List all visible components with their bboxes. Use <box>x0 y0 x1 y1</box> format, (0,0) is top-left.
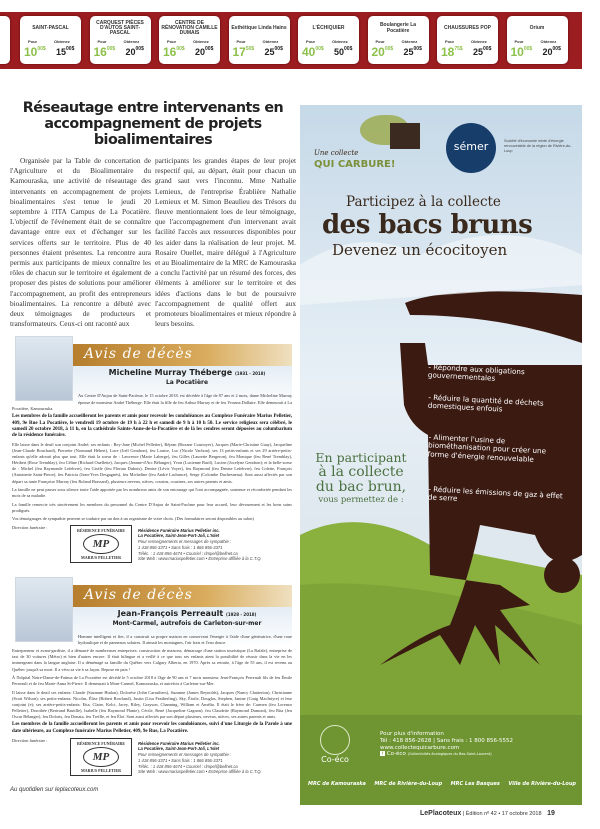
coupon: Esthétique Linda Hains Pour Obtenez $17^{50\$}$ $25^{00\$}$ <box>229 16 290 64</box>
coupon-obtenez-value: $25^{00\$}$ <box>264 46 283 57</box>
coupon: CHAUSSURES POP Pour Obtenez $18^{75\$}$ $25^{00\$}$ <box>437 16 498 64</box>
funeral-home-info: Résidence Funéraire Marius Pelletier inc. La Pocatière, Saint-Jean-Port-Joli, L'Islet Pour renseignements et messages de sympathie : 1 418 856-3371 • Sans frais : 1 866 856-3371 Téléc. : 1 418 856-4674 • Courriel : rlmpel@bellnet.ca Site Web : www.mariuspelletier.com • Entreprise affiliée à la C.T.Q. <box>138 740 262 775</box>
article-column-2 <box>155 156 296 329</box>
article-paragraph: participants les grandes étapes de leur projet respectif qui, au départ, était pour chacun un grand saut vers l'inconnu. Mme Nathalie Lemieux, de l'entreprise Érablière Nathalie Lemieux et M. Simon Beaulieu des Trésors du fleuve mentionnaient loes de leur témoignage, que l'accompagnement d'un intervenant avait facilité l'accès aux ressources disponibles pour les aider dans la réalisation de leur projet. M. Rosaire Ouellet, maire délégué à l'Agriculture et au Bioalimentaire de la MRC de Kamouraska a conclu l'activité par un résumé des forces, des éléments à améliorer sur le territoire et des idées d'actions dans le but de poursuivre l'accompagnement de qualité offert aux promoteurs bioalimentaires et mieux répondre à leurs besoins. <box>155 156 296 329</box>
ad-headline-3: Devenez un écocitoyen <box>332 241 508 259</box>
coupon-obtenez-value: $20^{00\$}$ <box>542 46 561 57</box>
bin-lid <box>405 291 582 343</box>
obit-text: Au Centre D'Anjou de Saint-Pacôme, le 15 octobre 2018, est décédée à l'âge de 87 ans et 2 mois, dame Micheline Murray épouse de monsieur André Théberge. Elle était la fille de feu Arthur Murray et de feu Yvonna Dallaire. Elle demeurait à La Pocatière, Kamouraska. Les membres de la famille accueilleront les parents et amis pour recevoir les condoléances au Complexe Funéraire Marius Pelletier, 409, 9e Rue La Pocatière, le vendredi 19 octobre de 19 h à 22 h et samedi de 9 h à 10 h 50. Le service religieux sera célébré, le samedi 20 octobre 2018, à 11 h, en la cathédrale Sainte-Anne-de-la-Pocatière et de là les cendres seront déposées au columbarium de la résidence funéraire. Elle laisse dans le deuil son conjoint André; ses enfants : Rey-Jane (Michel Pelletier), Réjean (Roxane Courtoyer), Jacques (Marie-Christine Guay), Jacqueline (Jean-Claude Bouchard), Pierrette (Normand Hébert), Luce (Joël Gendron), feu Louise, Luc (Nicole Vachon); ses 13 petits-enfants et ses 29 arrière-petits-enfants qu'elle adorait plus que tout. Elle était la soeur de : Lawrence (Marie Laberge), feu Gilles (Laurette Bergeron), feu Monique (feu René Tremblay), Héribert (Rose Tremblay), feu Céline (Richard Ouellette), Jacques (Jeanne-d'Arc Bélanger), Yvon (Lucienne Baril), Lucien (Jocelyne Gendron); et la belle-soeur de : Michel (feu Raymonde Lefebvre), feu Gisèle (feu Florian Dubois), Denise (Lévis Voyer), feu Raymond (feu Denise Lefebvre), feu Colette, François (Antoinette Saint-Pierre), feu Patricia (Jean-Yves Desgagnés), feu Micheline (feu André Lachance), Serge (Colombe Duchesneau). Sont aussi affectés par son départ sa tante Françoise Murray (feu Roland Brassard), plusieurs neveux, nièces, cousins, cousines, ses autres parents et amis. La famille ne peut passer sous silence toute l'aide apportée par les nombreux amis de son entourage qui l'ont accompagnée, soutenue et réconfortée pendant les mois de sa maladie. La famille remercie très sincèrement les membres du personnel du Centre D'Anjou de Saint-Pacôme pour leur accueil, leur dévouement et les bons soins prodigués. Vos témoignages de sympathie peuvent se traduire par un don à un organisme de votre choix. (Des formulaires seront disponibles au salon) Direction funéraire : RÉSIDENCE FUNÉRAIRE MP MARIUS PELLETIER Résidence Funéraire Marius Pelletier inc. La Pocatière, Saint-Jean-Port-Joli, L'Islet Pour renseignements et messages de sympathie : 1 418 856-3371 • Sans frais : 1 866 856-3371 Téléc. : 1 418 856-4674 • Courriel : rlmpel@bellnet.ca Site Web : www.mariuspelletier.com • Entreprise affiliée à la C.T.Q. <box>12 336 292 566</box>
coupon-obtenez-value: $20^{00\$}$ <box>195 46 214 57</box>
article-body <box>10 156 296 329</box>
funeral-home-logo: RÉSIDENCE FUNÉRAIRE MP MARIUS PELLETIER <box>70 738 132 776</box>
benefit-item: - Alimenter l'usine de biométhanisation pour créer une forme d'énergie renouvelable <box>427 432 547 464</box>
coupon: CENTRE DE RÉNOVATION CAMILLE DUMAIS Pour Obtenez $16^{00\$}$ $20^{00\$}$ <box>159 16 220 64</box>
obit-text: Homme intelligent et fier, il a construit sa propre maison en conservant l'énergie à l'aide d'une génératrice, d'une roue hydraulique et de panneaux solaires. Il aimait les montagnes, l'air frais et l'eau douce. Entrepreneur et avant-gardiste, il a démarré de nombreuses entreprises: construction de maisons, démarrage d'une station touristique (La Rafale), entreprise de taxi de 30 voitures (Métro) et bien d'autres encore. Il était bilingue et a veillé à ce que tous ses enfants aient la possibilité de réussir dans la vie en les immergeant dans la langue anglaise. Il a déménagé sa famille du Québec vers Calgary Alberta, en 1970. Après sa retraite, à l'âge de 55 ans, il est revenu au Québec jusqu'à sa mort. Il a vécu sa vie à sa façon. Repose en paix ! À l'hôpital Notre-Dame-de-Fatima de La Pocatière est décédé le 5 octobre 2018 à l'âge de 90 ans et 7 mois monsieur Jean-François Perreault fils de feu Émile Perreault et de feu Marie-Anna St-Pierre. Il demeurait à Mont-Carmel, Kamouraska, et autrefois à Carleton-sur-Mer. Il laisse dans le deuil ses enfants: Claude (Suzanne Hudon), Dolorèse (John Carruthers), Suzanne (James Reynolds), Jacques (Nancy Chatterton), Christianne (Scott Wilson); ses petits-enfants: Nicolas, Élise (Robert Rowland), Justin (Lisa Featherling), Sky, Étoile, Douglas, Stephen, Janine (Craig MacIntyre) et leur conjoint (e); ses arrière-petits-enfants: Etta, Claire, Kelci, Jacey, Riley, Grayson, Channing, William et Amélia. Il était le frère de: Carmen (feu Lorenzo Pelletier), Dorothée (Bertrand Bastille), Isabelle (feu Raymond Plante), Cécile, René (Jacqueline Gagnon), feu Claudette (Raymond Dumont), feu Rita (feu Oscar Bélanger), feu Doloris, feu Donata, feu Treffle, et feu Éloï. Sont aussi affectés par son départ plusieurs, neveux, nièces, ses autres parents et amis. Les membres de la famille accueilleront les parents et amis pour recevoir les condoléances, suivi d'une Liturgie de la Parole à une date ultérieure, au Complexe funéraire Marius Pelletier, 409, 9e Rue, La Pocatière. Direction funéraire : RÉSIDENCE FUNÉRAIRE MP MARIUS PELLETIER Résidence Funéraire Marius Pelletier inc. La Pocatière, Saint-Jean-Port-Joli, L'Islet Pour renseignements et messages de sympathie : 1 418 856-3371 • Sans frais : 1 866 856-3371 Téléc. : 1 418 856-4674 • Courriel : rlmpel@bellnet.ca Site Web : www.mariuspelletier.com • Entreprise affiliée à la C.T.Q. <box>12 577 292 780</box>
semer-logo: sémer <box>446 123 496 173</box>
coupon-pour-value: $20^{00\$}$ <box>371 45 394 59</box>
coupon-logo: Esthétique Linda Hains <box>231 24 287 31</box>
coupon: CARQUEST PIÈCES D'AUTOS SAINT-PASCAL Pour Obtenez $16^{00\$}$ $20^{00\$}$ <box>90 16 151 64</box>
coupon-obtenez-value: $50^{00\$}$ <box>334 46 353 57</box>
partner-logo: MRC Les Basques <box>450 781 500 787</box>
coupon-pour-value: $40^{00\$}$ <box>302 45 324 59</box>
obit-place: Mont-Carmel, autrefois de Carleton-sur-mer <box>112 619 262 627</box>
partner-logo: MRC de Rivière-du-Loup <box>374 781 443 787</box>
partner-logo: MRC de Kamouraska <box>308 781 366 787</box>
coupon-pour-value: $18^{75\$}$ <box>441 45 463 59</box>
obit-place: La Pocatière <box>165 379 209 387</box>
coupon-banner <box>0 12 582 69</box>
article-title: Réseautage entre intervenants en accompagnement de projets bioalimentaires <box>22 100 284 148</box>
coupon-logo: CHAUSSURES POP <box>444 24 491 31</box>
coupon-logo: Orium <box>529 24 545 31</box>
partner-logo: Ville de Rivière-du-Loup <box>508 781 576 787</box>
bac-brun-advertisement: Une collecte QUI CARBURE! sémer Société d'économie mixte d'énergie renouvelable de la région de Rivière-du-Loup Participez à la collecte des bacs bruns Devenez un écocitoyen - Répondre aux obligations gouvernementales - Réduire la quantité de déchets domestiques enfouis - Alimenter l'usine de biométhanisation pour créer une forme d'énergie renouvelable - Réduire les émissions de gaz à effet de serre En participant à la collecte du bac brun, vous permettez de : Co-éco Pour plus d'information Tél : 418 856-2628 | Sans frais : 1 800 856-5552 www.collectequicarbure.com f Co-éco (Collectivités écologiques du Bas-Saint-Laurent) MRC de Kamouraska MRC de Rivière-du-Loup MRC Les Basques Ville de Rivière-du-Loup <box>300 105 582 805</box>
obituary-theberge <box>12 336 292 566</box>
article-column-1 <box>10 156 151 329</box>
partner-logos <box>308 781 576 788</box>
obit-name: Micheline Murray Théberge (1931 - 2018) <box>108 368 266 378</box>
funeral-home-logo: RÉSIDENCE FUNÉRAIRE MP MARIUS PELLETIER <box>70 525 132 563</box>
obit-banner: Avis de décès <box>72 585 292 607</box>
coupon-pour-value: $16^{00\$}$ <box>93 45 116 59</box>
benefit-item: - Réduire les émissions de gaz à effet de serre <box>427 484 563 504</box>
coupon-obtenez-value: $20^{00\$}$ <box>125 46 144 57</box>
funeral-home-info: Résidence Funéraire Marius Pelletier inc. La Pocatière, Saint-Jean-Port-Joli, L'Islet Pour renseignements et messages de sympathie : 1 418 856-3371 • Sans frais : 1 866 856-3371 Téléc. : 1 418 856-4674 • Courriel : rlmpel@bellnet.ca Site Web : www.mariuspelletier.com • Entreprise affiliée à la C.T.Q. <box>138 527 262 562</box>
obit-name: Jean-François Perreault (1928 - 2018) <box>117 608 257 618</box>
coupon-obtenez-value: $25^{00\$}$ <box>473 46 492 57</box>
obit-banner: Avis de décès <box>72 344 292 366</box>
contact-info: Pour plus d'information Tél : 418 856-2628 | Sans frais : 1 800 856-5552 www.collectequicarbure.com f Co-éco (Collectivités écologiques du Bas-Saint-Laurent) <box>380 731 514 758</box>
funeral-home-block: Direction funéraire : RÉSIDENCE FUNÉRAIRE MP MARIUS PELLETIER Résidence Funéraire Marius Pelletier inc. La Pocatière, Saint-Jean-Port-Joli, L'Islet Pour renseignements et messages de sympathie : 1 418 856-3371 • Sans frais : 1 866 856-3371 Téléc. : 1 418 856-4674 • Courriel : rlmpel@bellnet.ca Site Web : www.mariuspelletier.com • Entreprise affiliée à la C.T.Q. <box>12 737 262 775</box>
coupon-obtenez-value: $25^{00\$}$ <box>403 46 422 57</box>
truck-icon <box>390 123 420 149</box>
funeral-home-block: Direction funéraire : RÉSIDENCE FUNÉRAIRE MP MARIUS PELLETIER Résidence Funéraire Marius Pelletier inc. La Pocatière, Saint-Jean-Port-Joli, L'Islet Pour renseignements et messages de sympathie : 1 418 856-3371 • Sans frais : 1 866 856-3371 Téléc. : 1 418 856-4674 • Courriel : rlmpel@bellnet.ca Site Web : www.mariuspelletier.com • Entreprise affiliée à la C.T.Q. <box>12 524 262 562</box>
coupon-pour-value: $10^{00\$}$ <box>510 45 533 59</box>
coupon: Boulangerie La Pocatière Pour Obtenez $20^{00\$}$ $25^{00\$}$ <box>368 16 429 64</box>
coupon-pour-value: $10^{00\$}$ <box>24 45 46 59</box>
coupon-logo: CENTRE DE RÉNOVATION CAMILLE DUMAIS <box>161 19 218 37</box>
coupon-obtenez-value: $15^{00\$}$ <box>56 46 75 57</box>
coupon-pour-value: $16^{00\$}$ <box>163 45 185 59</box>
benefit-item: - Réduire la quantité de déchets domestiques enfouis <box>427 392 544 414</box>
coupon-logo: L'ÉCHIQUIER <box>312 24 345 31</box>
coupon: Orium Pour Obtenez $10^{00\$}$ $20^{00\$}$ <box>507 16 568 64</box>
article-paragraph: Organisée par la Table de concertation de l'Agriculture et du Bioalimentaire du Kamouraska, une activité de réseautage des intervenants en accompagnement de projets bioalimentaires s'est tenue le jeudi 20 septembre à l'ITA Campus de La Pocatière. L'objectif de l'événement était de se connaître davantage entre eux et d'échanger sur les services offerts sur le territoire. Plus de 40 personnes étaient présentes. La rencontre aura permis aux participants de mieux connaître les rôles de chacun sur le territoire et également de proposer des pistes de solutions pour améliorer l'accompagnement, au profit des entrepreneurs bioalimentaires. La rencontre a débuté avec deux témoignages de producteurs et transformateurs. Ceux-ci ont raconté aux <box>10 156 151 329</box>
website-link[interactable]: www.collectequicarbure.com <box>380 744 460 751</box>
brown-circle <box>544 557 580 593</box>
coupon-logo: Boulangerie La Pocatière <box>379 22 417 34</box>
obituary-perreault <box>12 577 292 780</box>
ad-side-text: En participant à la collecte du bac brun, vous permettez de : <box>315 450 407 505</box>
benefit-item: - Répondre aux obligations gouvernementales <box>427 362 525 384</box>
coupon: L'ÉCHIQUIER Pour Obtenez $40^{00\$}$ $50^{00\$}$ <box>298 16 359 64</box>
facebook-icon: f <box>381 751 384 757</box>
coeco-logo: Co-éco <box>310 725 360 765</box>
coupon-pour-value: $17^{50\$}$ <box>232 45 255 59</box>
left-column <box>10 100 296 794</box>
coupon-logo: CARQUEST PIÈCES D'AUTOS SAINT-PASCAL <box>96 19 144 37</box>
coupon-logo: SAINT-PASCAL <box>32 24 69 31</box>
ad-headline-2: des bacs bruns <box>322 210 533 240</box>
footer-website: Au quotidien sur leplacoteux.com <box>10 786 99 793</box>
footer-folio: LePlacoteux | Édition nº 42 • 17 octobre 2018 19 <box>420 810 555 817</box>
coupon <box>0 16 10 64</box>
ad-headline-1: Participez à la collecte <box>346 194 501 210</box>
coupon: SAINT-PASCAL Pour Obtenez $10^{00\$}$ $15^{00\$}$ <box>20 16 81 64</box>
